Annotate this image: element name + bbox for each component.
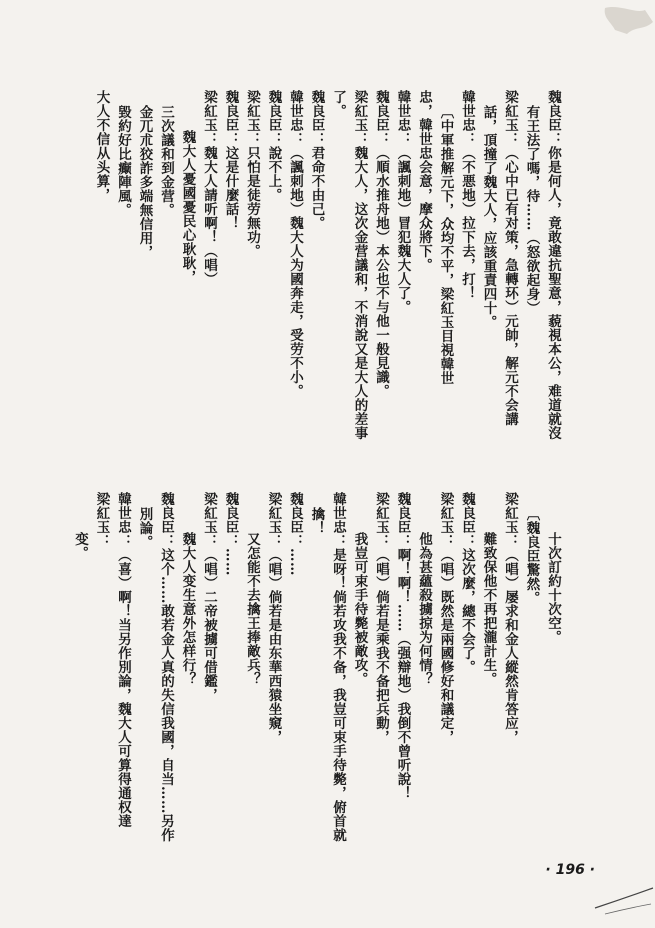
text-column: 梁紅玉：（心中已有对策，急轉环）元帥，解元不会講 xyxy=(502,90,518,426)
text-column: 韓世忠：（諷刺地）魏大人为國奔走，受劳不小。 xyxy=(287,90,303,398)
text-column: 魏良臣：这个……敢若金人真的失信我國，自当……另作 xyxy=(158,492,174,842)
text-column: 有王法了嗎，待……（怒欲起身） xyxy=(523,105,540,315)
text-column: 魏良臣：君命不由己。 xyxy=(308,90,325,230)
text-column: 梁紅玉：魏大人，这次金营議和，不消說又是大人的差事 xyxy=(351,90,368,440)
verse-line: 他為甚蘊殺擄掠为何情？ xyxy=(416,532,432,686)
text-column: 梁紅玉：（唱）倘若是乘我不备把兵動， xyxy=(373,492,389,744)
verse-line: 毀約好比癫陣風。 xyxy=(115,105,131,217)
text-column: 魏良臣：（順水推舟地）本公也不与他一般見識。 xyxy=(373,90,389,398)
text-column: 梁紅玉：（唱）屡求和金人縱然肯答应， xyxy=(502,492,518,744)
text-column: 韓世忠：是呀！倘若攻我不备，我豈可束手待斃，俯首就 xyxy=(330,492,346,842)
text-column: 魏良臣：…… xyxy=(222,492,239,576)
text-column: 話，頂撞了魏大人，应該重責四十。 xyxy=(480,105,497,329)
verse-line: 魏大人憂國憂民心耿耿， xyxy=(179,130,196,284)
text-column: 梁紅玉：只怕是徒劳無功。 xyxy=(244,90,260,258)
stage-direction: 〔魏良臣驚然。 xyxy=(523,507,540,605)
text-column: 梁紅玉：（唱）倘若是由东華西猿坐窺， xyxy=(265,492,282,744)
text-column: 韓世忠：（諷刺地）冒犯魏大人了。 xyxy=(394,90,411,314)
text-column: 魏良臣：你是何人，竟敢違抗聖意，藐視本公，难道就沒 xyxy=(545,90,561,440)
text-column: 韓世忠：（喜）啊！当另作別論，魏大人可算得通权達 xyxy=(115,492,131,828)
verse-line: 我豈可束手待斃被敵攻。 xyxy=(351,532,368,686)
text-column: 魏良臣：啊！啊！……（强辯地）我倒不曾听說！ xyxy=(394,492,411,800)
text-column: 擒！ xyxy=(308,507,325,535)
text-column: 梁紅玉：（唱）二帝被擄可借鑑， xyxy=(201,492,217,702)
verse-line: 金兀朮狡詐多端無信用， xyxy=(136,105,153,259)
page-curl-icon xyxy=(585,868,655,928)
upper-text-block xyxy=(23,90,563,480)
text-column: 梁紅玉：（唱）既然是兩國修好和議定， xyxy=(437,492,454,744)
verse-line: 又怎能不去擒王捧敵兵？ xyxy=(244,532,260,686)
verse-line: 魏大人变生意外怎样行？ xyxy=(179,532,196,686)
text-column: 梁紅玉： xyxy=(93,492,110,548)
verse-line: 十次訂約十次空。 xyxy=(545,532,561,644)
stage-direction: 忠，韓世忠会意，摩众將下。 xyxy=(416,90,432,272)
text-column: 变。 xyxy=(72,532,88,560)
verse-line: 難致保他不再把瀧計生。 xyxy=(480,532,497,686)
text-column: 別論。 xyxy=(136,507,153,549)
text-column: 魏良臣：这是什麼話！ xyxy=(222,90,239,230)
text-column: 魏良臣：…… xyxy=(287,492,303,576)
text-column: 韓世忠：（不悪地）拉下去，打！ xyxy=(459,90,475,300)
text-column: 魏良臣：这次麼，總不会了。 xyxy=(459,492,475,674)
verse-line: 三次議和到金营。 xyxy=(158,105,174,217)
page-number: · 196 · xyxy=(545,862,595,878)
scan-smudge-icon xyxy=(575,0,655,60)
text-column: 梁紅玉：魏大人請听啊！（唱） xyxy=(201,90,217,286)
stage-direction: 〔中軍推解元下，众均不平，梁紅玉目視韓世 xyxy=(437,105,454,385)
lower-text-block xyxy=(23,492,563,902)
text-column: 了。 xyxy=(330,90,346,118)
text-column: 魏良臣：說不上。 xyxy=(265,90,282,202)
verse-line: 大人不信从头算， xyxy=(93,90,110,202)
